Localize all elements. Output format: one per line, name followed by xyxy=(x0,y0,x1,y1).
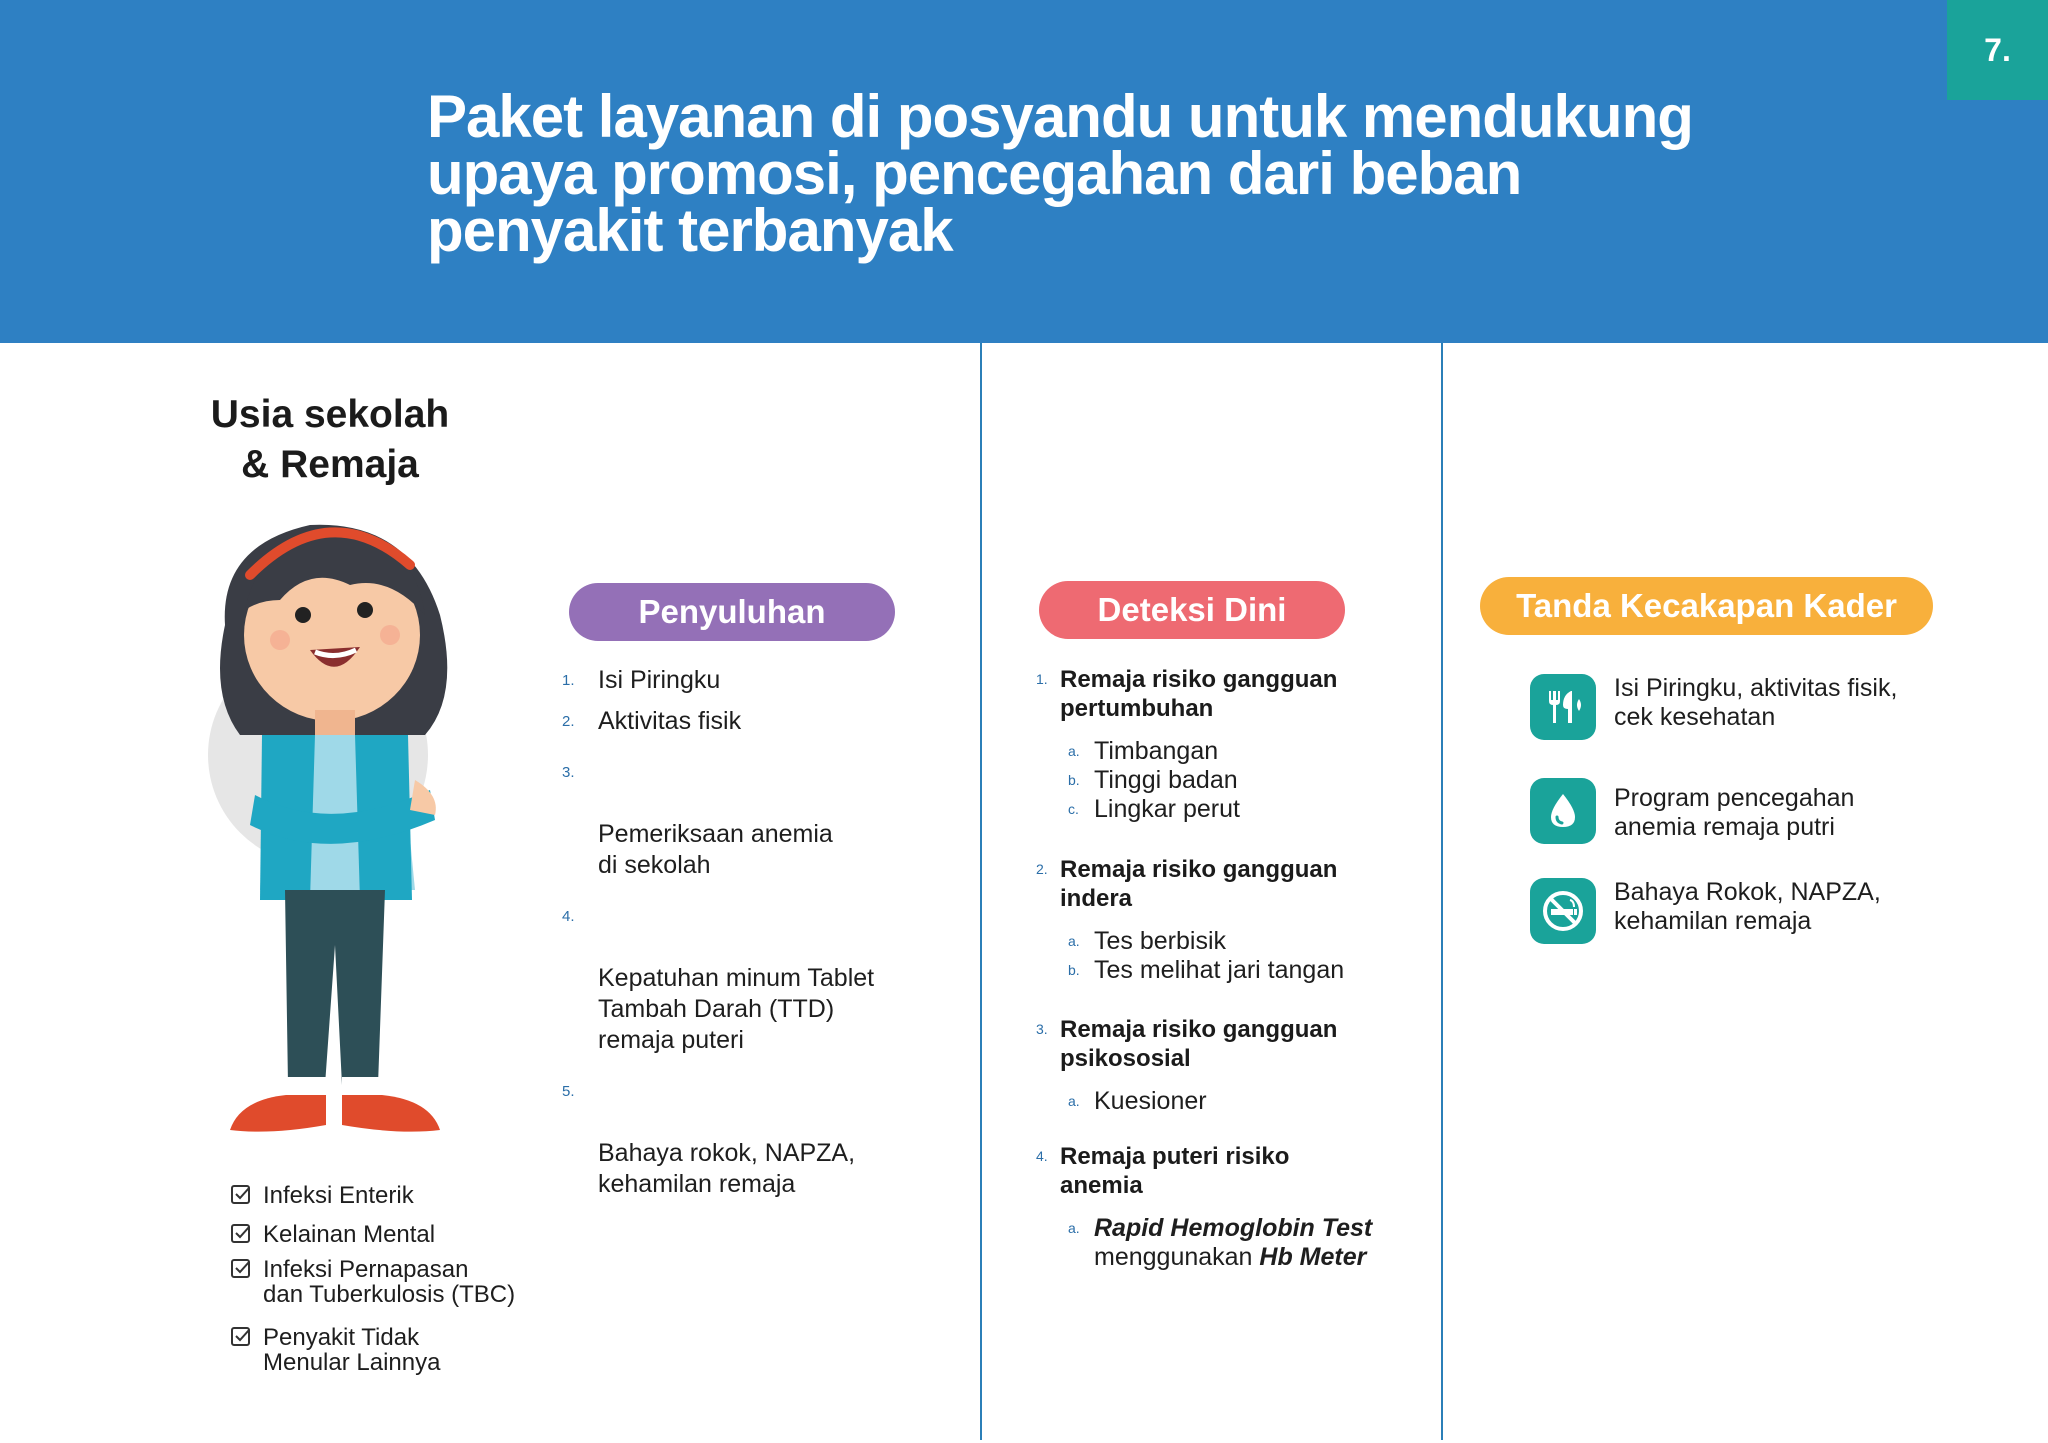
deteksi-head xyxy=(1036,1015,1390,1073)
checkbox-icon xyxy=(228,1184,254,1206)
sub-letter: b. xyxy=(1068,962,1080,978)
list-text: Bahaya rokok, NAPZA, kehamilan remaja xyxy=(598,1139,856,1198)
sub-letter: a. xyxy=(1068,1093,1080,1109)
kader-item xyxy=(1530,674,1897,740)
sub-letter: a. xyxy=(1068,1220,1080,1236)
condition-list xyxy=(228,1183,558,1389)
sub-text-italic: Rapid Hemoglobin Test xyxy=(1094,1214,1373,1242)
sub-letter: c. xyxy=(1068,801,1079,817)
deteksi-sublist xyxy=(1060,927,1390,985)
deteksi-sublist xyxy=(1060,1214,1390,1272)
kader-item xyxy=(1530,878,1881,944)
deteksi-sublist xyxy=(1060,737,1390,824)
deteksi-head xyxy=(1036,665,1390,723)
page-number: 7. xyxy=(1947,0,2048,100)
column-divider xyxy=(1441,343,1443,1440)
sub-text: Kuesioner xyxy=(1094,1087,1207,1115)
list-item xyxy=(562,706,928,737)
checkbox-icon xyxy=(228,1223,254,1245)
condition-text: Kelainan Mental xyxy=(263,1221,436,1248)
list-item xyxy=(562,1076,928,1200)
condition-text: Penyakit Tidak Menular Lainnya xyxy=(263,1324,441,1376)
list-text: Kepatuhan minum Tablet Tambah Darah (TTD) remaja puteri xyxy=(598,964,875,1054)
list-text: Isi Piringku xyxy=(598,666,721,694)
sub-letter: a. xyxy=(1068,743,1080,759)
kader-text: Bahaya Rokok, NAPZA, kehamilan remaja xyxy=(1614,878,1881,935)
girl-illustration xyxy=(200,505,470,1150)
list-number: 4. xyxy=(562,908,575,925)
kader-label: Tanda Kecakapan Kader xyxy=(1480,577,1933,635)
sub-text: Tes melihat jari tangan xyxy=(1094,956,1345,984)
condition-item xyxy=(228,1222,558,1247)
penyuluhan-label: Penyuluhan xyxy=(569,583,895,641)
kader-item xyxy=(1530,778,1854,844)
deteksi-head-text: Remaja risiko gangguan psikososial xyxy=(1060,1016,1338,1072)
water-drop-icon xyxy=(1530,778,1596,844)
list-number: 1. xyxy=(1036,671,1048,687)
list-number: 4. xyxy=(1036,1148,1048,1164)
condition-text: Infeksi Pernapasan dan Tuberkulosis (TBC) xyxy=(263,1256,516,1308)
condition-item xyxy=(228,1257,558,1307)
list-text: Pemeriksaan anemia di sekolah xyxy=(598,820,833,879)
list-item xyxy=(562,665,928,696)
column-divider xyxy=(980,343,982,1440)
checkbox-icon xyxy=(228,1326,254,1348)
list-text: Aktivitas fisik xyxy=(598,707,742,735)
kader-text: Isi Piringku, aktivitas fisik, cek kesehatan xyxy=(1614,674,1898,731)
section-title xyxy=(180,390,480,490)
deteksi-group xyxy=(1036,855,1390,985)
list-number: 5. xyxy=(562,1083,575,1100)
sub-letter: b. xyxy=(1068,772,1080,788)
deteksi-head-text: Remaja puteri risiko anemia xyxy=(1060,1143,1290,1199)
condition-item xyxy=(228,1183,558,1208)
sub-item xyxy=(1068,927,1390,956)
section-title-line: Usia sekolah xyxy=(210,393,450,436)
list-number: 3. xyxy=(1036,1021,1048,1037)
page-title-line: upaya promosi, pencegahan dari beban xyxy=(427,140,1522,207)
deteksi-head-text: Remaja risiko gangguan indera xyxy=(1060,856,1338,912)
page-title xyxy=(427,83,1887,264)
list-number: 3. xyxy=(562,764,575,781)
condition-text: Infeksi Enterik xyxy=(263,1182,414,1209)
deteksi-head-text: Remaja risiko gangguan pertumbuhan xyxy=(1060,666,1338,722)
list-item xyxy=(562,901,928,1056)
sub-item xyxy=(1068,766,1390,795)
sub-text: Lingkar perut xyxy=(1094,795,1240,823)
sub-item xyxy=(1068,956,1390,985)
penyuluhan-list xyxy=(562,665,928,1200)
sub-item xyxy=(1068,795,1390,824)
checkbox-icon xyxy=(228,1258,254,1280)
page-title-line: Paket layanan di posyandu untuk mendukung xyxy=(427,83,1693,150)
deteksi-label: Deteksi Dini xyxy=(1039,581,1345,639)
deteksi-group xyxy=(1036,665,1390,824)
kader-text: Program pencegahan anemia remaja putri xyxy=(1614,784,1855,841)
deteksi-head xyxy=(1036,1142,1390,1200)
deteksi-group xyxy=(1036,1142,1390,1272)
no-smoking-icon xyxy=(1530,878,1596,944)
deteksi-sublist xyxy=(1060,1087,1390,1116)
sub-item xyxy=(1068,1087,1390,1116)
cutlery-icon xyxy=(1530,674,1596,740)
list-number: 2. xyxy=(1036,861,1048,877)
sub-text-italic: Hb Meter xyxy=(1259,1243,1367,1271)
sub-letter: a. xyxy=(1068,933,1080,949)
sub-text: Tinggi badan xyxy=(1094,766,1238,794)
list-item xyxy=(562,757,928,881)
deteksi-head xyxy=(1036,855,1390,913)
sub-item xyxy=(1068,1214,1390,1272)
sub-item xyxy=(1068,737,1390,766)
deteksi-group xyxy=(1036,1015,1390,1116)
sub-text: Tes berbisik xyxy=(1094,927,1226,955)
sub-text: menggunakan xyxy=(1094,1243,1260,1271)
condition-item xyxy=(228,1325,558,1375)
list-number: 2. xyxy=(562,713,575,730)
page-title-line: penyakit terbanyak xyxy=(427,197,953,264)
sub-text: Timbangan xyxy=(1094,737,1219,765)
section-title-line: & Remaja xyxy=(241,443,419,486)
list-number: 1. xyxy=(562,672,575,689)
